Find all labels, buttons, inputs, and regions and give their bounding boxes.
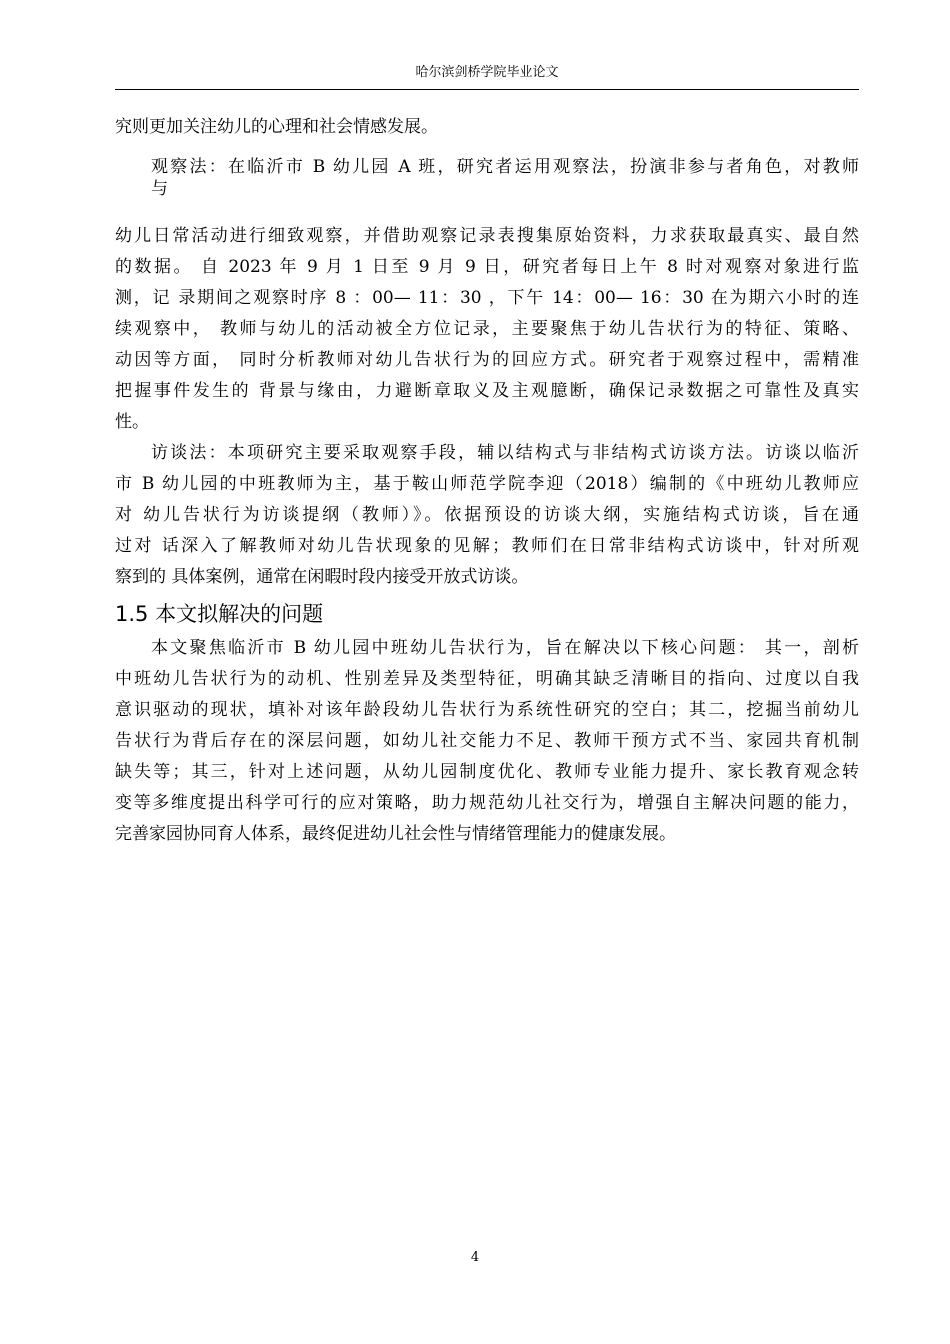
text-line: 与 xyxy=(151,179,168,199)
text-line: 市 B 幼儿园的中班教师为主，基于鞍山师范学院李迎（2018）编制的《中班幼儿教师应 xyxy=(115,474,859,494)
text-line: 把握事件发生的 背景与缘由，力避断章取义及主观臆断，确保记录数据之可靠性及真实 xyxy=(115,381,859,401)
text-line: 意识驱动的现状，填补对该年龄段幼儿告状行为系统性研究的空白；其二，挖掘当前幼儿 xyxy=(115,700,859,720)
text-line: 察到的 具体案例，通常在闲暇时段内接受开放式访谈。 xyxy=(115,567,529,587)
text-line: 幼儿日常活动进行细致观察，并借助观察记录表搜集原始资料，力求获取最真实、最自然 xyxy=(115,226,859,246)
text-line: 究则更加关注幼儿的心理和社会情感发展。 xyxy=(115,117,438,137)
text-line: 动因等方面， 同时分析教师对幼儿告状行为的回应方式。研究者于观察过程中，需精准 xyxy=(115,350,859,370)
header-title: 哈尔滨剑桥学院毕业论文 xyxy=(415,65,559,80)
section-heading: 1.5 本文拟解决的问题 xyxy=(115,602,324,626)
document-body xyxy=(115,112,859,850)
text-line: 对 幼儿告状行为访谈提纲（教师）》。依据预设的访谈大纲，实施结构式访谈，旨在通 xyxy=(115,505,859,525)
text-line: 缺失等；其三，针对上述问题，从幼儿园制度优化、教师专业能力提升、家长教育观念转 xyxy=(115,762,859,782)
page-number: 4 xyxy=(470,1250,480,1265)
text-line: 续观察中， 教师与幼儿的活动被全方位记录，主要聚焦于幼儿告状行为的特征、策略、 xyxy=(115,319,859,339)
text-line: 完善家园协同育人体系，最终促进幼儿社会性与情绪管理能力的健康发展。 xyxy=(115,824,676,844)
text-line: 本文聚焦临沂市 B 幼儿园中班幼儿告状行为，旨在解决以下核心问题： 其一，剖析 xyxy=(151,638,859,658)
text-line: 的数据。 自 2023 年 9 月 1 日至 9 月 9 日，研究者每日上午 8 时对观察对象进行监 xyxy=(115,257,859,277)
text-line: 变等多维度提出科学可行的应对策略，助力规范幼儿社交行为，增强自主解决问题的能力， xyxy=(115,793,859,813)
text-line: 中班幼儿告状行为的动机、性别差异及类型特征，明确其缺乏清晰目的指向、过度以自我 xyxy=(115,669,859,689)
page-header xyxy=(115,63,859,90)
text-line: 测，记 录期间之观察时序 8 ：00— 11：30 ，下午 14：00— 16：30 在为期六小时的连 xyxy=(115,288,859,308)
text-line: 访谈法：本项研究主要采取观察手段，辅以结构式与非结构式访谈方法。访谈以临沂 xyxy=(151,443,859,463)
text-line: 性。 xyxy=(115,412,149,432)
text-line: 观察法：在临沂市 B 幼儿园 A 班，研究者运用观察法，扮演非参与者角色，对教师 xyxy=(151,157,859,177)
text-line: 告状行为背后存在的深层问题，如幼儿社交能力不足、教师干预方式不当、家园共育机制 xyxy=(115,731,859,751)
text-line: 过对 话深入了解教师对幼儿告状现象的见解；教师们在日常非结构式访谈中，针对所观 xyxy=(115,536,859,556)
